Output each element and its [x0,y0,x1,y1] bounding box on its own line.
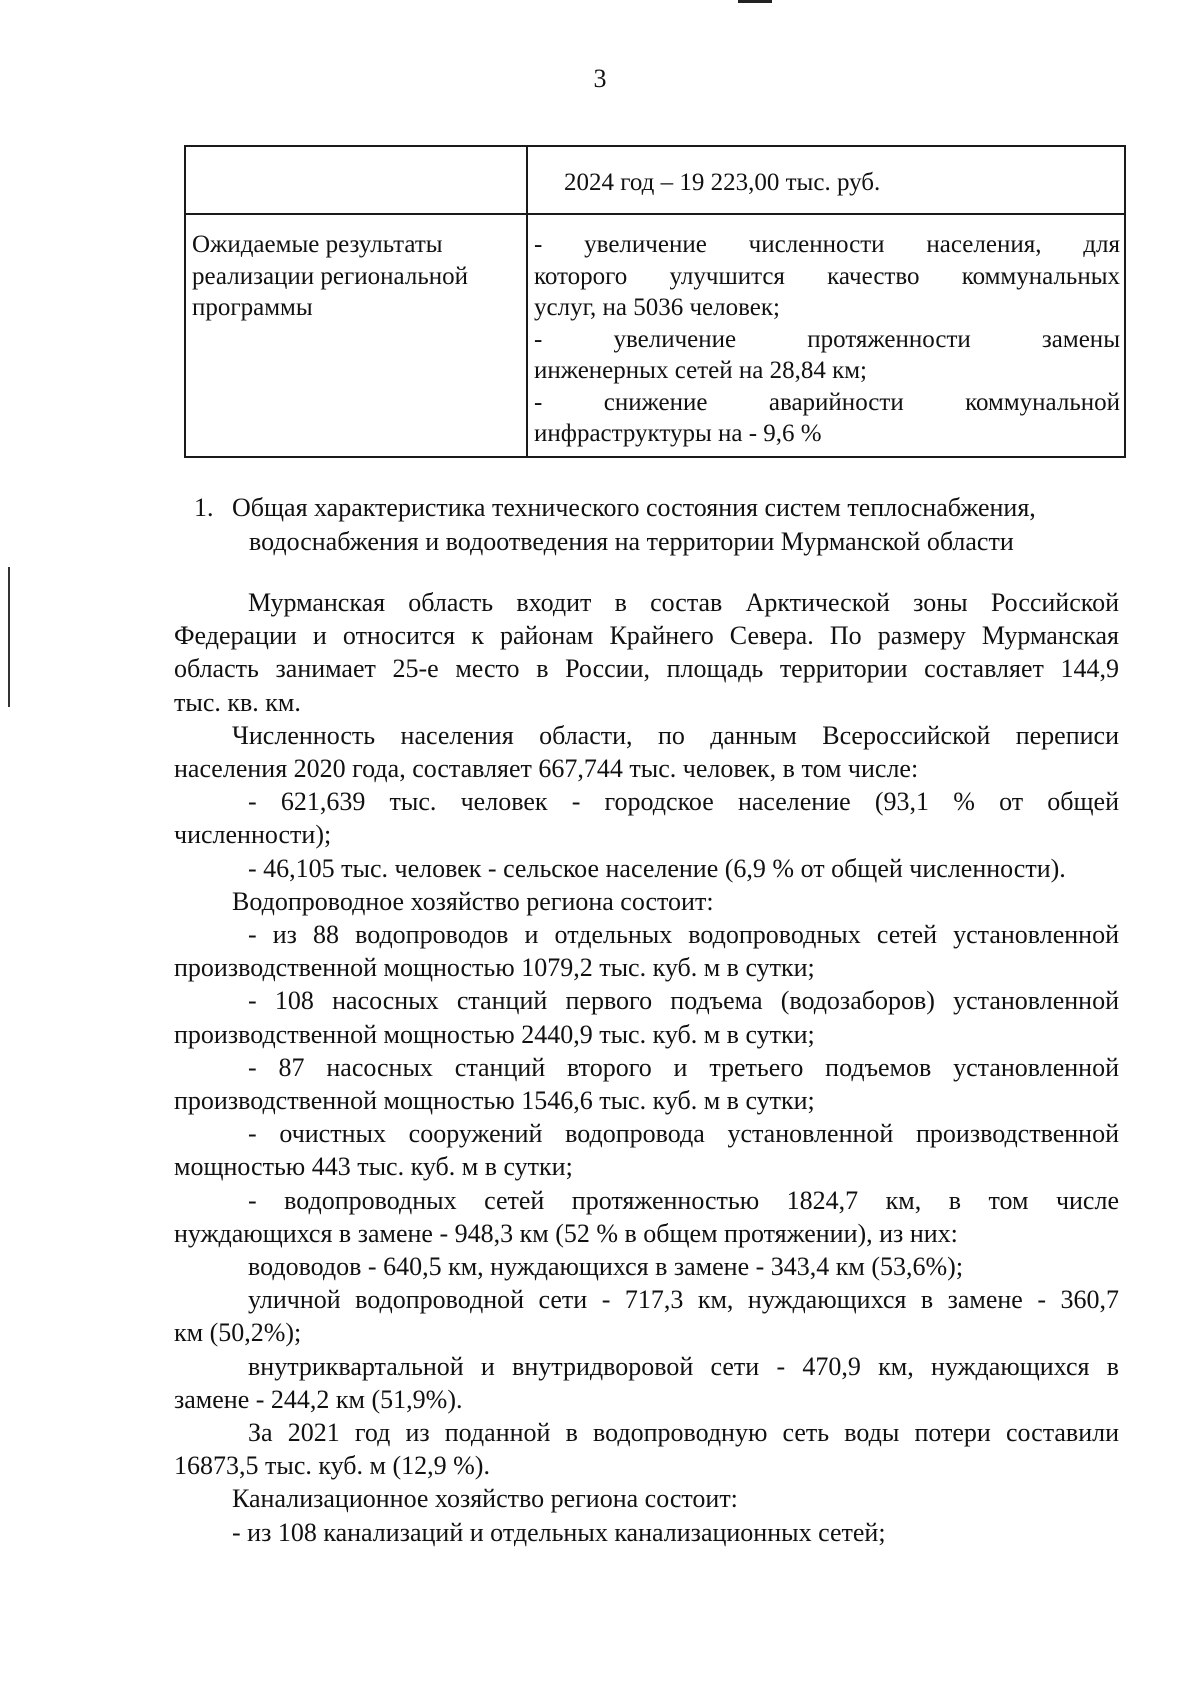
paragraph [174,852,1119,885]
paragraph-line: Канализационное хозяйство региона состоит: [232,1484,738,1514]
scan-mark-left [8,567,10,707]
paragraph-line: - из 108 канализаций и отдельных канализационных сетей; [232,1517,886,1547]
paragraph-line: водоводов - 640,5 км, нуждающихся в замене - 343,4 км (53,6%); [248,1252,964,1282]
expected-results-label [186,215,526,324]
table-cell-empty [185,146,527,214]
paragraph-line: замене - 244,2 км (51,9%). [174,1384,463,1414]
scan-mark-top [738,0,772,3]
paragraph-line: - водопроводных сетей протяженностью 1824,7 км, в том числе [248,1185,1119,1215]
paragraph-line: уличной водопроводной сети - 717,3 км, нуждающихся в замене - 360,7 [248,1285,1119,1315]
paragraph-line: км (50,2%); [174,1318,302,1348]
paragraph-line: производственной мощностью 1079,2 тыс. куб. м в сутки; [174,953,815,983]
paragraph-line: производственной мощностью 2440,9 тыс. куб. м в сутки; [174,1019,815,1049]
section-number: 1. [194,493,214,522]
paragraph [174,1184,1119,1250]
paragraph-line: Водопроводное хозяйство региона состоит: [232,886,714,916]
table-cell-label [185,214,527,457]
paragraph-line: 16873,5 тыс. куб. м (12,9 %). [174,1451,490,1481]
result-line: услуг, на 5036 человек; [534,294,780,321]
paragraph-line: внутриквартальной и внутридворовой сети - 470,9 км, нуждающихся в [248,1351,1119,1381]
result-line: инженерных сетей на 28,84 км; [534,357,867,384]
funding-2024-line: 2024 год – 19 223,00 тыс. руб. [564,169,881,196]
paragraph-line: - 108 насосных станций первого подъема (водозаборов) установленной [248,986,1119,1016]
result-line: - увеличение численности населения, для [534,231,1120,258]
paragraph [174,1350,1119,1416]
table-cell-funding-2024 [527,146,1125,214]
paragraph [174,785,1119,851]
paragraph [174,1516,1119,1549]
paragraph-line: нуждающихся в замене - 948,3 км (52 % в общем протяжении), из них: [174,1218,958,1248]
result-line: инфраструктуры на - 9,6 % [534,420,822,447]
paragraph-line: производственной мощностью 1546,6 тыс. куб. м в сутки; [174,1086,815,1116]
paragraph-line: населения 2020 года, составляет 667,744 тыс. человек, в том числе: [174,754,919,784]
paragraph-line: область занимает 25-е место в России, площадь территории составляет 144,9 [174,654,1119,684]
result-line: - увеличение протяженности замены [534,325,1120,353]
program-passport-table [184,145,1126,458]
paragraph-line: Мурманская область входит в состав Арктической зоны Российской [248,588,1119,617]
paragraph [174,918,1119,984]
section-heading-line-1 [194,491,1130,525]
paragraph-line: Федерации и относится к районам Крайнего Севера. По размеру Мурманская [174,621,1119,651]
paragraph-line: - очистных сооружений водопровода установленной производственной [248,1119,1119,1149]
result-line: которого улучшится качество коммунальных [534,262,1120,290]
paragraph-line: мощностью 443 тыс. куб. м в сутки; [174,1152,573,1182]
table-row [185,214,1125,457]
paragraph [174,1117,1119,1183]
section-title-part-2: водоснабжения и водоотведения на территории Мурманской области [249,527,1014,556]
paragraph-line: численности); [174,820,332,850]
table-cell-results [527,214,1125,457]
section-heading [194,491,1130,559]
paragraph-line: За 2021 год из поданной в водопроводную сеть воды потери составили [248,1418,1119,1448]
label-line: Ожидаемые результаты [192,231,443,258]
paragraph-line: тыс. кв. км. [174,687,301,717]
paragraph [174,1250,1119,1283]
paragraph [174,586,1119,719]
section-title-part-1: Общая характеристика технического состояния систем теплоснабжения, [232,493,1036,522]
result-line: - снижение аварийности коммунальной [534,388,1120,416]
table-row [185,146,1125,214]
paragraph [174,885,1119,918]
paragraph [174,719,1119,785]
paragraph-line: - 46,105 тыс. человек - сельское население (6,9 % от общей численности). [248,853,1066,883]
paragraph-line: - 621,639 тыс. человек - городское население (93,1 % от общей [248,787,1119,817]
body-text [174,586,1119,1549]
paragraph [174,1051,1119,1117]
paragraph-line: - 87 насосных станций второго и третьего подъемов установленной [248,1052,1119,1082]
paragraph [174,1416,1119,1482]
paragraph [174,984,1119,1050]
label-line: программы [192,294,313,321]
paragraph-line: - из 88 водопроводов и отдельных водопроводных сетей установленной [248,920,1119,950]
paragraph [174,1283,1119,1349]
paragraph-line: Численность населения области, по данным Всероссийской переписи [232,720,1119,750]
label-line: реализации региональной [192,262,468,290]
page-number: 3 [593,64,607,93]
paragraph [174,1482,1119,1515]
expected-results-list [528,215,1124,456]
